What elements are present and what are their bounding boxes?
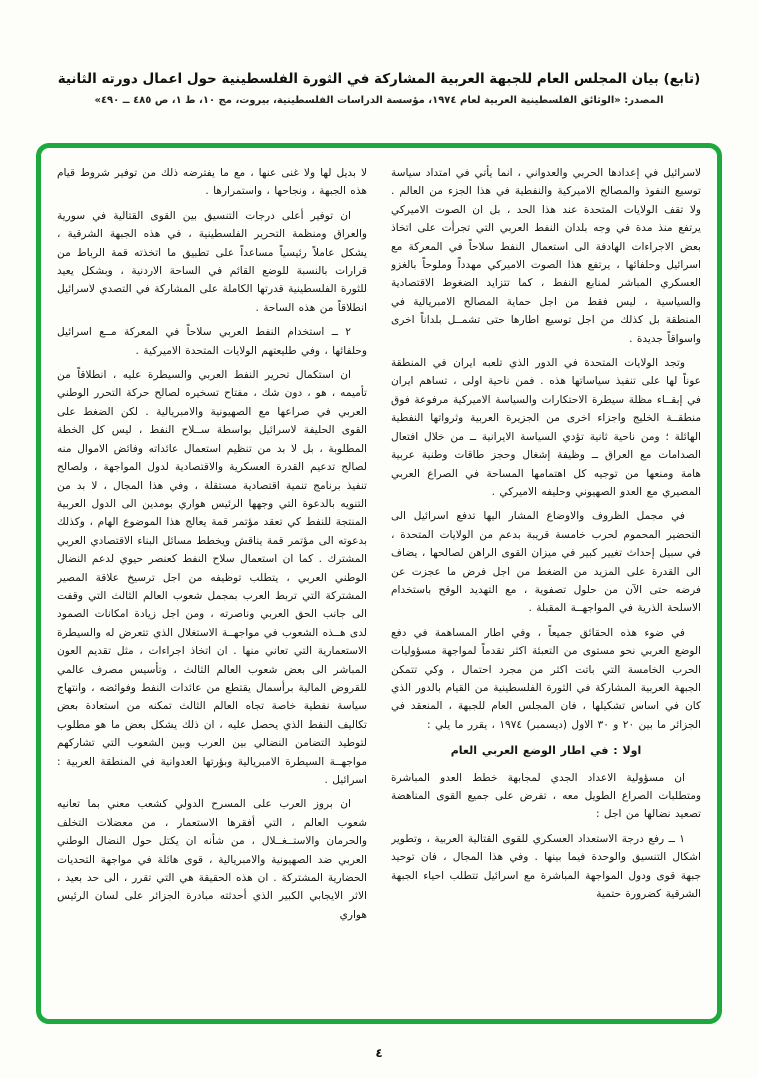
paragraph: في مجمل الظروف والاوضاع المشار اليها تدفع اسرائيل الى التحضير المحموم لحرب خامسة قريبة بدعم من الولايات المتحدة ، في سبيل إحداث تغيير كبير في ميزان القوى الراهن لصالحها ، يضاف الى القدرة على المزيد من الضغط من اجل فرض ما عجزت عن فرضه حتى الآن من حلول تصفوية ، مع التهديد الوقح باستخدام الاسلحة الذرية في المواجهــة المقبلة .: [391, 510, 701, 615]
paragraph: وتجد الولايات المتحدة في الدور الذي تلعبه ايران في المنطقة عوناً لها على تنفيذ سياساتها هذه . فمن ناحية اولى ، تساهم ايران في إبقــاء مظلة سيطرة الاحتكارات والسياسة الاميركية مرفوعة فوق منطقــة الخليج واجزاء اخرى من الجزيرة العربية وثرواتها النفطية الهائلة ؛ ومن ناحية ثانية تؤدي السياسة الايرانية ــ من خلال افتعال الصدامات مع العراق ــ وظيفة إشغال وحجز طاقات وطنية عربية هامة ومنعها من توجيه كل اهتمامها المساحة في الصراع العربي المصيري مع العدو الصهيوني وحليفه الاميركي .: [391, 357, 701, 498]
two-column-layout: [57, 164, 701, 1007]
numbered-item: ١ ــ رفع درجة الاستعداد العسكري للقوى القتالية العربية ، وتطوير اشكال التنسيق والوحدة فيما بينها . وفي هذا المجال ، فان توحيد جبهة قوى ودول المواجهة المباشرة مع اسرائيل تتطلب احياء الجبهة الشرقية كضرورة حتمية: [391, 832, 701, 901]
document-header: [0, 70, 758, 106]
paragraph: في ضوء هذه الحقائق جميعاً ، وفي اطار المساهمة في دفع الوضع العربي نحو مستوى من التعبئة اكثر تقدماً لمواجهة مسؤوليات الحرب الخامسة التي باتت اكثر من مجرد احتمال ، وكي تتمكن الجبهة العربية المشاركة في الثورة الفلسطينية من القيام بالدور الذي كان في اساس تشكيلها ، فان المجلس العام للجبهة ، المنعقد في الجزائر ما بين ٢٠ و ٣٠ الاول (ديسمبر) ١٩٧٤ ، يقرر ما يلي :: [391, 626, 701, 731]
document-title: (تابع) بيان المجلس العام للجبهة العربية المشاركة في الثورة الفلسطينية حول اعمال دورته الثانية: [57, 71, 701, 87]
paragraph: ان استكمال تحرير النفط العربي والسيطرة عليه ، انطلاقاً من تأميمه ، هو ، دون شك ، مفتاح تسخيره لصالح حركة التحرر الوطني العربي في صراعها مع الصهيونية والامبريالية . لكن الضغط على القوى الحليفة لاسرائيل بواسطة ســلاح النفط ، ليس كل الخطة المطلوبة ، بل لا بد من تنظيم استعمال عائداته وفائض الاموال منه لصالح تدعيم القدرة العسكرية والاقتصادية لدول المواجهة ، ولصالح تنفيذ برنامج تنمية اقتصادية مستقلة ، وفي هذا المجال ، لا بد من التنويه بالدعوة التي وجهها الرئيس هواري بومدين الى الدول العربية المنتجة للنفط كي تعقد مؤتمر قمة يعالج هذا الموضوع الهام ، وكذلك بدعوته الى مؤتمر قمة يناقش ويخطط مسائل البناء الاقتصادي العربي المشترك . كما ان استعمال سلاح النفط كعنصر حيوي لدعم النضال الوطني العربي ، يتطلب توظيفه من اجل ترسيخ علاقة المصير المشتركة التي تربط العرب بمجمل شعوب العالم الثالث التي وقفت الى جانب الحق العربي وناصرته ، ومن اجل زيادة امكانات الصمود لدى هــذه الشعوب في مواجهــة الاستغلال الذي تتعرض له والسيطرة الاستعمارية التي تعاني منها . ان اتخاذ اجراءات ، مثل تقديم العون المباشر الى بعض شعوب العالم الثالث ، وتأسيس مصرف عالمي للقروض المالية برأسمال يقتطع من عائدات النفط وفوائضه ، وانتهاج سياسة نفطية خاصة تجاه العالم الثالث تمكنه من استعادة بعض تكاليف النفط الذي يحصل عليه ، ان ذلك يشكل بعض ما هو مطلوب لتوطيد التضامن النضالي بين العرب وبين الشعوب التي تشاركهم مواجهــة السيطرة الامبريالية وبؤرتها العدوانية في المنطقة العربية : اسرائيل .: [57, 369, 367, 786]
content-border-box: [36, 143, 722, 1024]
numbered-item: ٢ ــ استخدام النفط العربي سلاحاً في المعركة مــع اسرائيل وحلفائها ، وفي طليعتهم الولايات المتحدة الاميركية .: [57, 326, 367, 357]
paragraph: لا بديل لها ولا غنى عنها ، مع ما يفترضه ذلك من توفير شروط قيام هذه الجبهة ، ونجاحها ، واستمرارها .: [57, 167, 367, 198]
paragraph: لاسرائيل في إعدادها الحربي والعدواني ، انما يأتي في امتداد سياسة توسيع النفوذ والمصالح الاميركية والنفطية في هذا الجزء من العالم . ولا تقف الولايات المتحدة عند هذا الحد ، بل ان الصوت الاميركي يرتفع منذ مدة في وجه بلدان النفط العربي التي تجرأت على اتخاذ بعض الاجراءات الهادفة الى استعمال النفط سلاحاً في المعركة مع اسرائيل وحلفائها ، يرتفع هذا الصوت الاميركي مهدداً وملوحاً بالغزو العسكري المباشر لمنابع النفط ، كما تتزايد الضغوط الاقتصادية والسياسية ، ليس فقط من اجل حماية المصالح الامبريالية في المنطقة بل كذلك من اجل توسيع اطارها حتى تشمــل بلداناً اخرى واسواقاً جديدة .: [391, 167, 701, 345]
right-column: [391, 164, 701, 1007]
paragraph: ان مسؤولية الاعداد الجدي لمجابهة خطط العدو المباشرة ومتطلبات الصراع الطويل معه ، تفرض على جميع القوى المناهضة تصعيد نضالها من اجل :: [391, 771, 701, 821]
left-column: [57, 164, 367, 1007]
section-heading: اولا : في اطار الوضع العربي العام: [450, 744, 642, 758]
paragraph: ان بروز العرب على المسرح الدولي كشعب معني بما تعانيه شعوب العالم ، التي أفقرها الاستعمار ، من معضلات التخلف والحرمان والاستــغــلال ، من شأنه ان يكتل حول النضال الوطني العربي ضد الصهيونية والامبريالية ، قوى هائلة في مواجهة التحديات الحضارية المشتركة . ان هذه الحقيقة هي التي تقرر ، الى حد بعيد ، الاثر الايجابي الكبير الذي أحدثته مبادرة الجزائر على لسان الرئيس هواري: [57, 798, 367, 921]
paragraph: ان توفير أعلى درجات التنسيق بين القوى القتالية في سورية والعراق ومنظمة التحرير الفلسطينية ، في هذه الجبهة الشرقية ، يشكل عاملاً رئيسياً مساعداً على تطبيق ما اتخذته قمة الرباط من قرارات بالنسبة للوضع القائم في الساحة الاردنية ، وبشكل يعيد للثورة الفلسطينية قدرتها الكاملة على المشاركة في التصدي لاسرائيل انطلاقاً من هذه الساحة .: [57, 209, 367, 314]
source-line: المصدر: «الوثائق الفلسطينية العربية لعام ١٩٧٤، مؤسسة الدراسات الفلسطينية، بيروت، مج ١٠، ط ١، ص ٤٨٥ ــ ٤٩٠»: [94, 95, 664, 107]
page-number: ٤: [375, 1046, 383, 1060]
